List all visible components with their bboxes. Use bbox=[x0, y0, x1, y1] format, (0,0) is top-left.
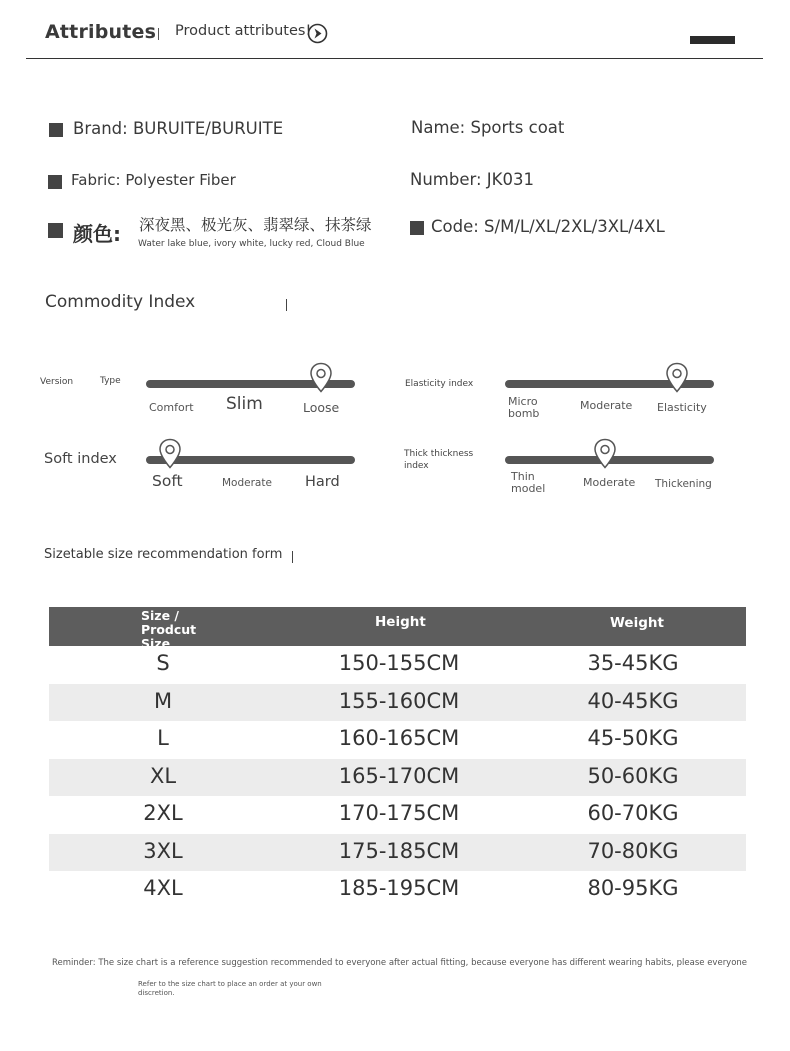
table-cell-size: M bbox=[153, 688, 173, 713]
header-divider bbox=[158, 28, 159, 40]
table-cell-weight: 40-45KG bbox=[587, 688, 679, 713]
attr-brand: Brand: BURUITE/BURUITE bbox=[73, 119, 284, 138]
elasticity-option-moderate: Moderate bbox=[580, 399, 633, 412]
thickness-option-moderate: Moderate bbox=[583, 476, 636, 489]
size-table-header-weight: Weight bbox=[610, 615, 664, 631]
soft-option-soft: Soft bbox=[152, 472, 183, 490]
attr-code: Code: S/M/L/XL/2XL/3XL/4XL bbox=[431, 217, 665, 236]
bullet-square-icon bbox=[410, 221, 424, 235]
thickness-option-thickening: Thickening bbox=[655, 478, 712, 490]
bullet-square-icon bbox=[48, 175, 62, 189]
reminder-text: Reminder: The size chart is a reference suggestion recommended to everyone after actual fitting, because everyone has different wearing habits, please everyone bbox=[52, 958, 748, 968]
table-cell-height: 160-165CM bbox=[338, 726, 460, 750]
table-row bbox=[49, 721, 746, 759]
arrow-right-icon[interactable] bbox=[307, 23, 328, 44]
section-title-size-table: Sizetable size recommendation form bbox=[44, 547, 283, 562]
table-cell-weight: 80-95KG bbox=[587, 876, 679, 900]
location-pin-icon[interactable] bbox=[665, 362, 689, 393]
table-cell-size: S bbox=[156, 651, 170, 675]
location-pin-icon[interactable] bbox=[158, 438, 182, 469]
table-cell-height: 175-185CM bbox=[338, 838, 460, 863]
table-cell-weight: 70-80KG bbox=[587, 838, 679, 863]
attr-color-label: 颜色: bbox=[73, 222, 121, 246]
reminder-text-2: Refer to the size chart to place an order at your own discretion. bbox=[138, 980, 322, 997]
table-row bbox=[49, 759, 746, 797]
table-cell-size: 2XL bbox=[143, 801, 183, 825]
size-table bbox=[49, 607, 746, 909]
page-subtitle: Product attributes! bbox=[175, 23, 312, 39]
version-option-slim: Slim bbox=[226, 394, 263, 414]
table-cell-height: 165-170CM bbox=[338, 763, 460, 788]
thickness-label: Thick thickness index bbox=[404, 449, 474, 471]
bullet-square-icon bbox=[48, 223, 63, 238]
section-divider bbox=[292, 551, 293, 563]
table-cell-height: 185-195CM bbox=[338, 876, 460, 900]
table-row bbox=[49, 871, 746, 909]
bullet-square-icon bbox=[49, 123, 63, 137]
table-row bbox=[49, 834, 746, 872]
attr-number: Number: JK031 bbox=[410, 170, 534, 189]
version-option-comfort: Comfort bbox=[149, 401, 194, 414]
size-table-header-size: Size / Prodcut Size bbox=[141, 608, 197, 651]
section-title-commodity-index: Commodity Index bbox=[45, 292, 196, 312]
attr-name: Name: Sports coat bbox=[411, 118, 565, 137]
location-pin-icon[interactable] bbox=[309, 362, 333, 393]
table-cell-size: 3XL bbox=[143, 838, 183, 863]
header-rule bbox=[26, 58, 763, 59]
header-accent-bar bbox=[690, 36, 735, 44]
size-table-header bbox=[49, 607, 746, 651]
table-row bbox=[49, 796, 746, 834]
table-cell-size: 4XL bbox=[143, 876, 183, 900]
type-label: Type bbox=[100, 376, 121, 386]
table-cell-weight: 35-45KG bbox=[587, 651, 679, 675]
elasticity-label: Elasticity index bbox=[405, 379, 474, 389]
table-cell-height: 155-160CM bbox=[338, 688, 460, 713]
table-row bbox=[49, 684, 746, 722]
soft-option-hard: Hard bbox=[305, 474, 340, 490]
version-option-loose: Loose bbox=[303, 400, 340, 415]
thickness-option-thin-model: Thin model bbox=[511, 470, 546, 495]
table-cell-size: L bbox=[157, 726, 169, 750]
version-label: Version bbox=[40, 377, 74, 387]
soft-option-moderate: Moderate bbox=[222, 477, 272, 489]
table-row bbox=[49, 646, 746, 684]
table-cell-weight: 50-60KG bbox=[587, 763, 679, 788]
elasticity-option-micro-bomb: Micro bomb bbox=[508, 395, 540, 420]
attr-color-en: Water lake blue, ivory white, lucky red, Cloud Blue bbox=[138, 239, 365, 249]
elasticity-option-elasticity: Elasticity bbox=[657, 401, 707, 414]
size-table-header-height: Height bbox=[375, 614, 426, 630]
table-cell-height: 170-175CM bbox=[338, 801, 460, 825]
attr-color-cn: 深夜黑、极光灰、翡翠绿、抹茶绿 bbox=[139, 216, 372, 234]
table-cell-size: XL bbox=[149, 763, 177, 788]
table-cell-weight: 60-70KG bbox=[587, 801, 679, 825]
location-pin-icon[interactable] bbox=[593, 438, 617, 469]
page-title: Attributes bbox=[45, 21, 157, 43]
soft-index-label: Soft index bbox=[44, 451, 117, 467]
attr-fabric: Fabric: Polyester Fiber bbox=[71, 171, 236, 189]
section-divider bbox=[286, 299, 287, 311]
table-cell-weight: 45-50KG bbox=[587, 726, 679, 750]
table-cell-height: 150-155CM bbox=[338, 651, 460, 675]
